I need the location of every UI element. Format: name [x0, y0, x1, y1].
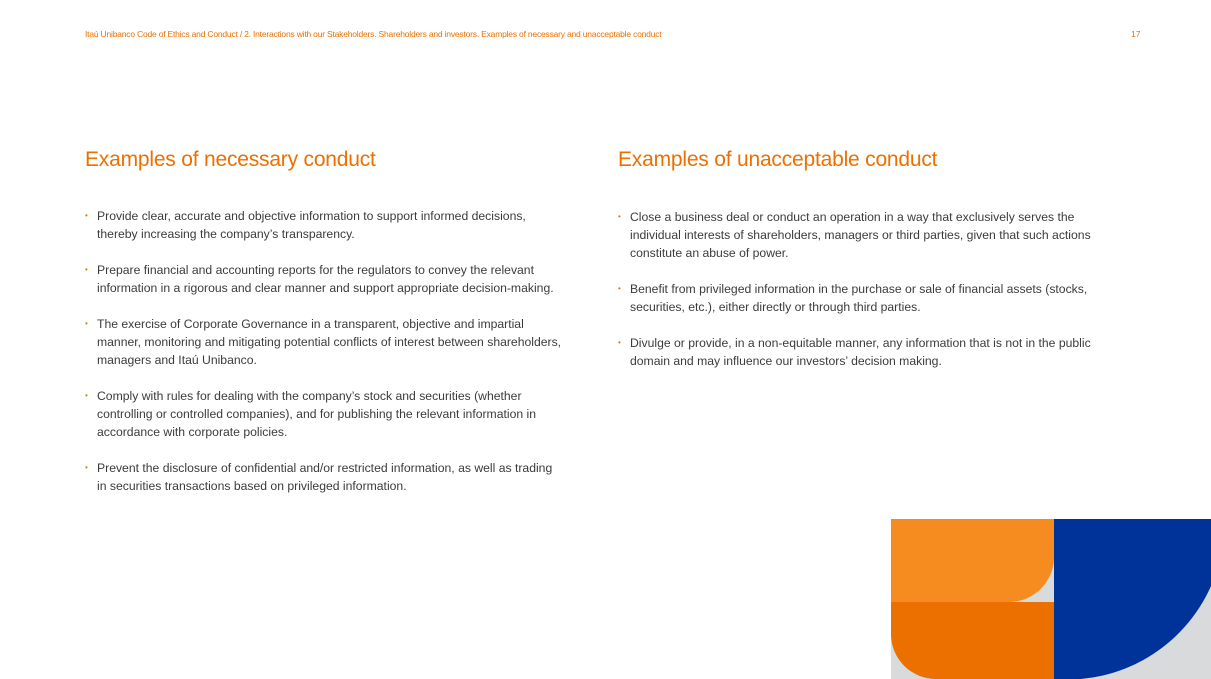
decor-orange-shape: [891, 602, 1054, 679]
unacceptable-conduct-title: Examples of unacceptable conduct: [618, 148, 938, 171]
decorative-shapes: [891, 519, 1211, 679]
necessary-conduct-title: Examples of necessary conduct: [85, 148, 376, 171]
necessary-conduct-item: • The exercise of Corporate Governance in a transparent, objective and impartial manner, monitoring and mitigating potential conflicts of interest between shareholders, managers and Itaú Unibanco.: [85, 315, 565, 369]
unacceptable-conduct-list: [618, 208, 1103, 370]
page-number: 17: [1131, 29, 1141, 39]
necessary-conduct-list: [85, 207, 565, 495]
unacceptable-conduct-section: [618, 146, 1103, 388]
unacceptable-conduct-item: • Close a business deal or conduct an operation in a way that exclusively serves the individual interests of shareholders, managers or third parties, given that such actions constitute an abuse of power.: [618, 208, 1103, 262]
unacceptable-conduct-item: • Benefit from privileged information in the purchase or sale of financial assets (stocks, securities, etc.), either directly or through third parties.: [618, 280, 1103, 316]
necessary-conduct-item: • Prevent the disclosure of confidential and/or restricted information, as well as trading in securities transactions based on privileged information.: [85, 459, 565, 495]
necessary-conduct-item: • Comply with rules for dealing with the company’s stock and securities (whether controlling or controlled companies), and for publishing the relevant information in accordance with corporate policies.: [85, 387, 565, 441]
breadcrumb: Itaú Unibanco Code of Ethics and Conduct / 2. Interactions with our Stakeholders. Shareholders and investors. Examples of necessary and unacceptable conduct: [85, 29, 662, 39]
decor-light-orange-shape: [891, 519, 1054, 602]
necessary-conduct-item: • Prepare financial and accounting reports for the regulators to convey the relevant information in a rigorous and clear manner and support appropriate decision-making.: [85, 261, 565, 297]
unacceptable-conduct-item: • Divulge or provide, in a non-equitable manner, any information that is not in the public domain and may influence our investors’ decision making.: [618, 334, 1103, 370]
necessary-conduct-item: • Provide clear, accurate and objective information to support informed decisions, thereby increasing the company’s transparency.: [85, 207, 565, 243]
necessary-conduct-section: [85, 146, 565, 513]
